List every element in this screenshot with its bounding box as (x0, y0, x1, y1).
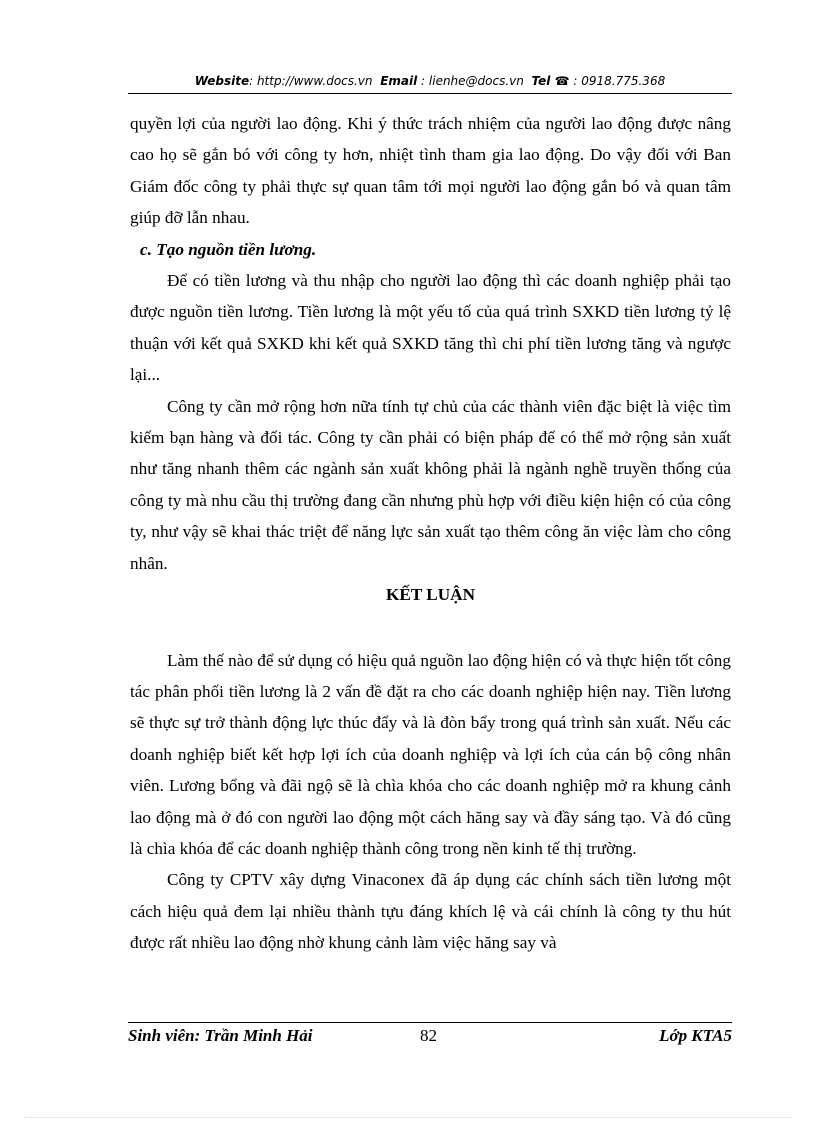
email-label: Email (380, 74, 418, 88)
page-footer (128, 1026, 732, 1050)
page-number: 82 (420, 1026, 437, 1045)
tel-value: : 0918.775.368 (573, 74, 666, 88)
page-bottom-dotted-line (24, 1117, 792, 1118)
header-divider (128, 93, 732, 94)
page-header (128, 74, 732, 88)
conclusion-title: KẾT LUẬN (386, 585, 475, 605)
website-label: Website (194, 74, 250, 88)
paragraph-2: Để có tiền lương và thu nhập cho người lao động thì các doanh nghiệp phải tạo được nguồn tiền lương. Tiền lương là một yếu tố của quá trình SXKD tiền lương tỷ lệ thuận với kết quả SXKD khi kết quả SXKD tăng thì chi phí tiền lương tăng và ngược lại... (130, 271, 731, 385)
footer-student-name: Sinh viên: Trần Minh Hải (128, 1026, 313, 1045)
paragraph-5: Công ty CPTV xây dựng Vinaconex đã áp dụng các chính sách tiền lương một cách hiệu quả đem lại nhiều thành tựu đáng khích lệ và cái chính là công ty thu hút được rất nhiều lao động nhờ khung cảnh làm việc hăng say và (130, 870, 731, 953)
footer-class-label: Lớp KTA5 (659, 1026, 732, 1045)
footer-divider (128, 1022, 732, 1023)
document-body (130, 108, 731, 959)
website-value: : http://www.docs.vn (249, 74, 373, 88)
tel-label: Tel ☎ (531, 74, 570, 88)
paragraph-1: quyền lợi của người lao động. Khi ý thức trách nhiệm của người lao động được nâng cao họ sẽ gắn bó với công ty hơn, nhiệt tình tham gia lao động. Do vậy đối với Ban Giám đốc công ty phải thực sự quan tâm tới mọi người lao động gắn bó và quan tâm giúp đỡ lẫn nhau. (130, 114, 731, 228)
paragraph-3: Công ty cần mở rộng hơn nữa tính tự chủ của các thành viên đặc biệt là việc tìm kiếm bạn hàng và đối tác. Công ty cần phải có biện pháp để có thể mở rộng sản xuất như tăng nhanh thêm các ngành sản xuất không phải là ngành nghề truyền thống của công ty mà nhu cầu thị trường đang cần nhưng phù hợp với điều kiện hiện có của công ty, như vậy sẽ khai thác triệt để năng lực sản xuất tạo thêm công ăn việc làm cho công nhân. (130, 396, 731, 573)
email-value: : lienhe@docs.vn (421, 74, 524, 88)
section-subheading: c. Tạo nguồn tiền lương. (140, 239, 317, 259)
paragraph-4: Làm thế nào để sử dụng có hiệu quả nguồn lao động hiện có và thực hiện tốt công tác phân phối tiền lương là 2 vấn đề đặt ra cho các doanh nghiệp hiện nay. Tiền lương sẽ thực sự trở thành động lực thúc đẩy và là đòn bẩy trong quá trình sản xuất. Nếu các doanh nghiệp biết kết hợp lợi ích của doanh nghiệp và lợi ích của cán bộ công nhân viên. Lương bổng và đãi ngộ sẽ là chìa khóa cho các doanh nghiệp mở ra khung cảnh lao động mà ở đó con người lao động một cách hăng say và đầy sáng tạo. Và đó cũng là chìa khóa để các doanh nghiệp thành công trong nền kinh tế thị trường. (130, 650, 731, 858)
